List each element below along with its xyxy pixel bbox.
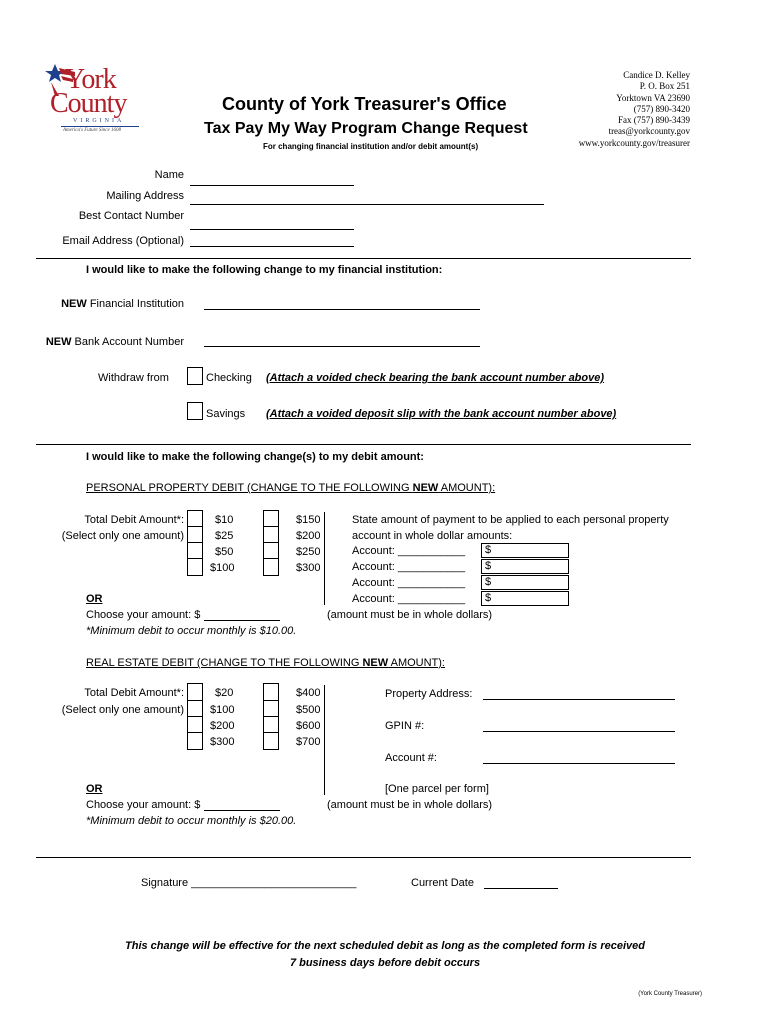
logo-county: County <box>50 88 127 119</box>
pp-account-1-amount[interactable]: $ <box>481 543 569 558</box>
re-title-new: NEW <box>362 657 389 669</box>
bank-heading: I would like to make the following change to my financial institution: <box>86 264 443 276</box>
re-amount-200: $200 <box>210 720 235 732</box>
institution-label-text: Financial Institution <box>86 298 184 310</box>
pp-account-3-amount[interactable]: $ <box>481 575 569 590</box>
source-note: (York County Treasurer) <box>638 991 702 997</box>
withdraw-label: Withdraw from <box>98 372 169 384</box>
pp-account-4-label: Account: ___________ <box>352 593 466 605</box>
contact-email: treas@yorkcounty.gov <box>608 126 690 137</box>
new-word: NEW <box>61 298 87 310</box>
purpose-text: For changing financial institution and/or debit amount(s) <box>263 142 479 151</box>
divider-3 <box>36 857 691 858</box>
re-parcel-note: [One parcel per form] <box>385 783 489 795</box>
re-amount-600: $600 <box>296 720 321 732</box>
re-choose-field[interactable] <box>204 810 280 811</box>
re-box-700[interactable] <box>263 732 279 750</box>
new-account-field[interactable] <box>204 346 480 347</box>
checking-label: Checking <box>206 372 252 384</box>
personal-select-label: (Select only one amount) <box>61 530 184 542</box>
re-total-label: Total Debit Amount*: <box>84 687 184 699</box>
logo-york: York <box>65 64 116 95</box>
re-choose-text: Choose your amount: $ <box>86 799 201 811</box>
divider-1 <box>36 258 691 259</box>
pp-amount-10: $10 <box>215 514 234 526</box>
re-box-300[interactable] <box>187 732 203 750</box>
contact-block <box>579 70 690 149</box>
pp-amount-250: $250 <box>296 546 321 558</box>
new-word-2: NEW <box>45 336 72 348</box>
pp-choose-text: Choose your amount: $ <box>86 609 201 621</box>
re-box-20[interactable] <box>187 683 203 701</box>
signature-label: Signature ___________________________ <box>141 877 357 889</box>
pp-account-1-label: Account: ___________ <box>352 545 466 557</box>
real-estate-title <box>86 657 445 669</box>
pp-account-4-amount[interactable]: $ <box>481 591 569 606</box>
checking-checkbox[interactable] <box>187 367 203 385</box>
re-amount-100: $100 <box>210 704 235 716</box>
pp-minimum: *Minimum debit to occur monthly is $10.00. <box>86 625 297 637</box>
personal-total-label: Total Debit Amount*: <box>84 514 184 526</box>
current-date-label: Current Date <box>411 877 474 889</box>
savings-note: (Attach a voided deposit slip with the bank account number above) <box>266 408 617 420</box>
email-label: Email Address (Optional) <box>62 235 184 247</box>
re-account-label: Account #: <box>385 752 437 764</box>
logo-virginia: VIRGINIA <box>73 118 125 124</box>
re-title-post: AMOUNT): <box>388 657 445 669</box>
contact-number-label: Best Contact Number <box>78 210 184 222</box>
pp-or: OR <box>86 593 103 605</box>
contact-number-field[interactable] <box>190 229 354 230</box>
mailing-field[interactable] <box>190 204 544 205</box>
page-subtitle: Tax Pay My Way Program Change Request <box>204 120 528 137</box>
checking-note: (Attach a voided check bearing the bank account number above) <box>266 372 605 384</box>
re-amount-500: $500 <box>296 704 321 716</box>
re-box-400[interactable] <box>263 683 279 701</box>
pp-whole-note: (amount must be in whole dollars) <box>327 609 493 621</box>
re-or: OR <box>86 783 103 795</box>
new-account-label <box>46 336 184 348</box>
pp-account-2-label: Account: ___________ <box>352 561 466 573</box>
re-gpin-field[interactable] <box>483 731 675 732</box>
contact-city: Yorktown VA 23690 <box>616 92 690 103</box>
new-institution-label <box>61 298 184 310</box>
pp-instruction-1: State amount of payment to be applied to each personal property <box>352 514 669 526</box>
re-whole-note: (amount must be in whole dollars) <box>327 799 493 811</box>
pp-amount-300: $300 <box>296 562 321 574</box>
savings-label: Savings <box>206 408 246 420</box>
page-title: County of York Treasurer's Office <box>222 94 507 114</box>
re-gpin-label: GPIN #: <box>385 720 425 732</box>
logo-tagline: America's Future Since 1608 <box>63 128 121 133</box>
savings-checkbox[interactable] <box>187 402 203 420</box>
pp-account-2-amount[interactable]: $ <box>481 559 569 574</box>
re-select-label: (Select only one amount) <box>61 704 184 716</box>
personal-title-new: NEW <box>412 482 439 494</box>
pp-amount-200: $200 <box>296 530 321 542</box>
current-date-field[interactable] <box>484 888 558 889</box>
pp-amount-100: $100 <box>210 562 235 574</box>
re-title-pre: REAL ESTATE DEBIT (CHANGE TO THE FOLLOWING <box>86 657 363 669</box>
re-account-field[interactable] <box>483 763 675 764</box>
contact-phone: (757) 890-3420 <box>633 103 690 114</box>
divider-2 <box>36 444 691 445</box>
re-choose-label <box>86 799 200 811</box>
contact-web: www.yorkcounty.gov/treasurer <box>578 137 690 148</box>
pp-choose-field[interactable] <box>204 620 280 621</box>
name-label: Name <box>154 169 184 181</box>
re-minimum: *Minimum debit to occur monthly is $20.00. <box>86 815 297 827</box>
personal-title-pre: PERSONAL PROPERTY DEBIT (CHANGE TO THE FOLLOWING <box>86 482 413 494</box>
re-property-field[interactable] <box>483 699 675 700</box>
mailing-label: Mailing Address <box>106 190 184 202</box>
re-amount-300: $300 <box>210 736 235 748</box>
pp-divider <box>324 512 325 605</box>
re-property-label: Property Address: <box>385 688 473 700</box>
pp-amount-150: $150 <box>296 514 321 526</box>
pp-instruction-2: account in whole dollar amounts: <box>352 530 513 542</box>
pp-choose-label <box>86 609 200 621</box>
personal-title <box>86 482 495 494</box>
effective-note-2: 7 business days before debit occurs <box>289 957 481 969</box>
county-logo <box>45 62 145 142</box>
pp-box-100[interactable] <box>187 558 203 576</box>
re-amount-20: $20 <box>215 687 234 699</box>
pp-account-3-label: Account: ___________ <box>352 577 466 589</box>
contact-name: Candice D. Kelley <box>623 70 690 80</box>
pp-amount-50: $50 <box>215 546 234 558</box>
account-label-text: Bank Account Number <box>71 336 184 348</box>
re-amount-700: $700 <box>296 736 321 748</box>
re-amount-400: $400 <box>296 687 321 699</box>
name-field[interactable] <box>190 185 354 186</box>
personal-title-post: AMOUNT): <box>438 482 496 494</box>
contact-fax: Fax (757) 890-3439 <box>618 115 690 126</box>
pp-box-300[interactable] <box>263 558 279 576</box>
email-field[interactable] <box>190 246 354 247</box>
debit-heading: I would like to make the following change(s) to my debit amount: <box>86 451 424 463</box>
re-divider <box>324 685 325 795</box>
new-institution-field[interactable] <box>204 309 480 310</box>
effective-note-1: This change will be effective for the next scheduled debit as long as the completed form is received <box>125 940 645 952</box>
pp-amount-25: $25 <box>215 530 234 542</box>
contact-box: P. O. Box 251 <box>639 81 690 92</box>
